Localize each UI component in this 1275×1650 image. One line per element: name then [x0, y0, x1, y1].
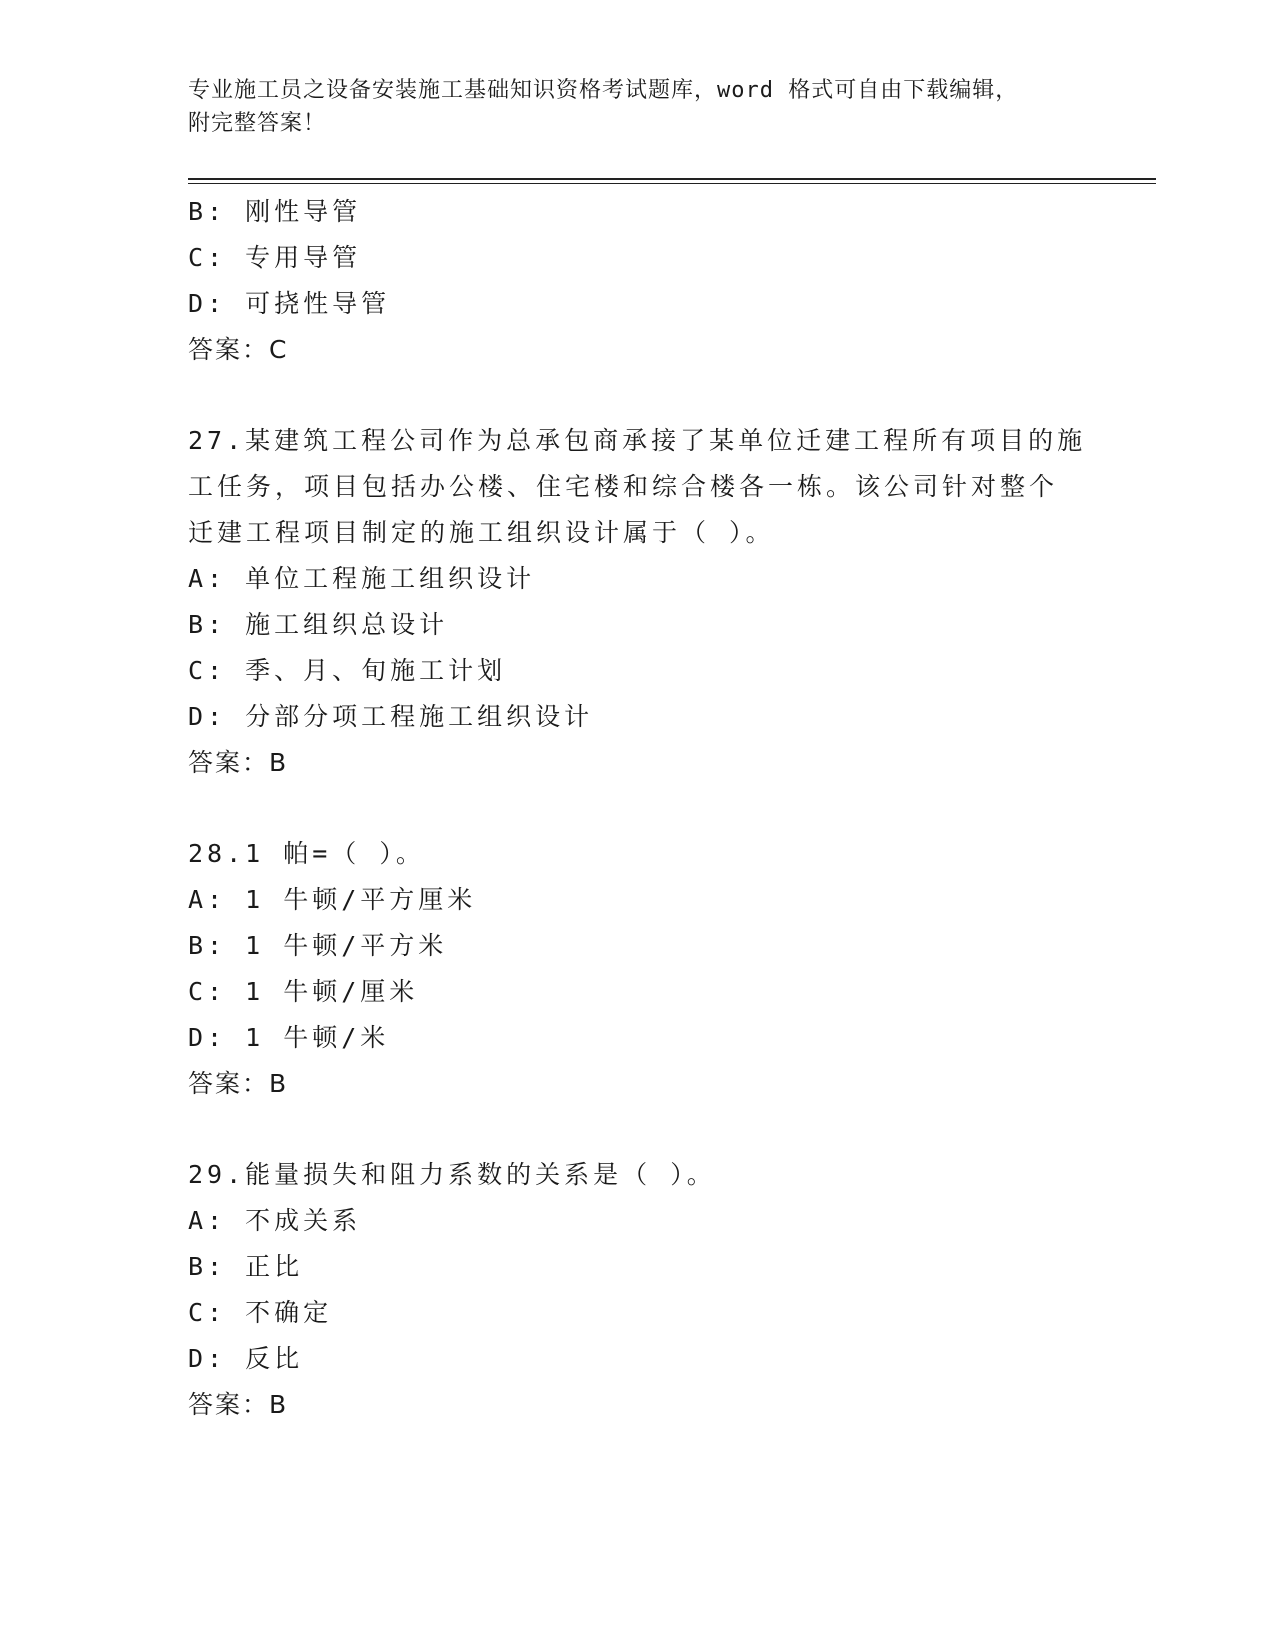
option-d: D: 分部分项工程施工组织设计 [188, 702, 594, 731]
option-c: C: 季、月、旬施工计划 [188, 656, 507, 685]
option-b: B: 施工组织总设计 [188, 610, 449, 639]
answer-label: 答案：C [188, 335, 289, 364]
question-stem-line: 29.能量损失和阻力系数的关系是（ ）。 [188, 1160, 716, 1189]
option-d: D: 可挠性导管 [188, 289, 391, 318]
question-list [188, 189, 1088, 1428]
option-b: B: 1 牛顿/平方米 [188, 931, 448, 960]
answer-label: 答案：B [188, 1390, 289, 1419]
question-stem-line: 28.1 帕=（ ）。 [188, 839, 425, 868]
option-b: B: 正比 [188, 1252, 304, 1281]
option-b: B: 刚性导管 [188, 197, 362, 226]
answer-label: 答案：B [188, 1069, 289, 1098]
option-d: D: 反比 [188, 1344, 304, 1373]
option-a: A: 不成关系 [188, 1206, 362, 1235]
header-divider [188, 178, 1156, 180]
option-a: A: 单位工程施工组织设计 [188, 564, 536, 593]
answer-label: 答案：B [188, 748, 289, 777]
question-29 [188, 1152, 1088, 1428]
question-stem-line: 工任务，项目包括办公楼、住宅楼和综合楼各一栋。该公司针对整个 [188, 472, 1059, 501]
option-c: C: 专用导管 [188, 243, 362, 272]
header-title-line-2: 附完整答案！ [188, 111, 327, 136]
option-a: A: 1 牛顿/平方厘米 [188, 885, 477, 914]
header-title-line-1: 专业施工员之设备安装施工基础知识资格考试题库，word 格式可自由下载编辑， [188, 78, 1019, 103]
question-stem-line: 27.某建筑工程公司作为总承包商承接了某单位迁建工程所有项目的施 [188, 426, 1087, 455]
question-stem-line: 迁建工程项目制定的施工组织设计属于（ ）。 [188, 518, 775, 547]
option-c: C: 不确定 [188, 1298, 333, 1327]
question-26-continuation [188, 189, 1088, 373]
question-28 [188, 831, 1088, 1107]
option-c: C: 1 牛顿/厘米 [188, 977, 419, 1006]
page-header [188, 74, 1088, 140]
header-divider-thin [188, 183, 1156, 184]
question-27 [188, 418, 1088, 786]
option-d: D: 1 牛顿/米 [188, 1023, 390, 1052]
